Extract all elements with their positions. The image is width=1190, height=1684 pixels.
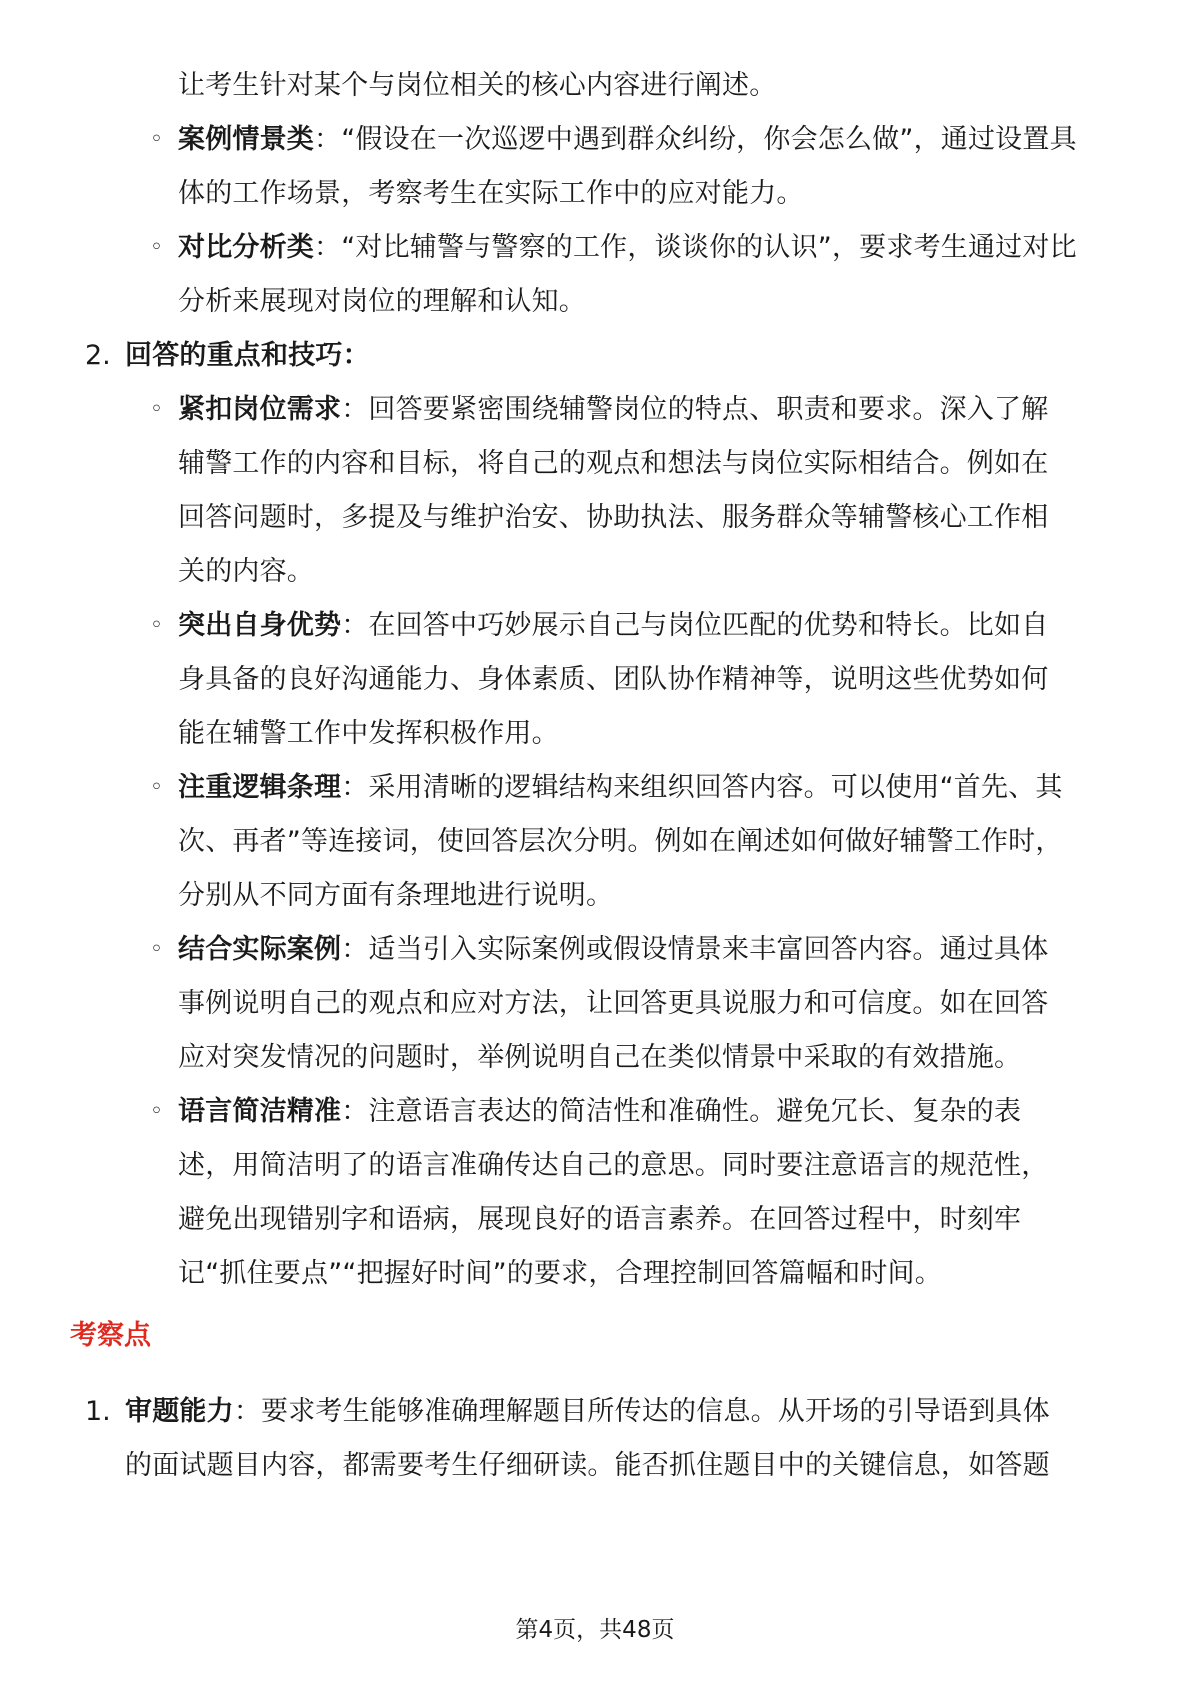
item-term: 突出自身优势 <box>178 610 342 641</box>
list-heading-text: 回答的重点和技巧： <box>125 340 370 371</box>
paragraph-line: 回答问题时，多提及与维护治安、协助执法、服务群众等辅警核心工作相 <box>178 502 1049 533</box>
list-item <box>178 228 1077 268</box>
item-text: ：回答要紧密围绕辅警岗位的特点、职责和要求。深入了解 <box>341 394 1049 425</box>
paragraph-line: 次、再者”等连接词，使回答层次分明。例如在阐述如何做好辅警工作时， <box>178 826 1063 857</box>
bullet-marker: ◦ <box>150 613 163 638</box>
bullet-marker: ◦ <box>150 775 163 800</box>
list-item <box>178 1092 1021 1132</box>
paragraph-line: 让考生针对某个与岗位相关的核心内容进行阐述。 <box>178 70 777 101</box>
item-text: ：采用清晰的逻辑结构来组织回答内容。可以使用“首先、其 <box>341 772 1063 803</box>
item-term: 语言简洁精准 <box>178 1096 342 1127</box>
paragraph-line: 的面试题目内容，都需要考生仔细研读。能否抓住题目中的关键信息，如答题 <box>125 1450 1050 1481</box>
paragraph-line: 体的工作场景，考察考生在实际工作中的应对能力。 <box>178 178 804 209</box>
list-item <box>125 1392 1050 1432</box>
item-text: ：“假设在一次巡逻中遇到群众纠纷，你会怎么做”，通过设置具 <box>314 124 1077 155</box>
item-term: 案例情景类 <box>178 124 314 155</box>
bullet-marker: ◦ <box>150 235 163 260</box>
bullet-marker: ◦ <box>150 397 163 422</box>
list-item <box>178 606 1048 646</box>
list-number: 2. <box>85 340 111 371</box>
paragraph-line: 关的内容。 <box>178 556 314 587</box>
item-term: 结合实际案例 <box>178 934 342 965</box>
section-title: 考察点 <box>70 1320 151 1351</box>
list-item <box>178 768 1063 808</box>
paragraph-line: 述，用简洁明了的语言准确传达自己的意思。同时要注意语言的规范性， <box>178 1150 1049 1181</box>
item-text: ：注意语言表达的简洁性和准确性。避免冗长、复杂的表 <box>341 1096 1022 1127</box>
paragraph-line: 身具备的良好沟通能力、身体素质、团队协作精神等，说明这些优势如何 <box>178 664 1049 695</box>
item-text: ：在回答中巧妙展示自己与岗位匹配的优势和特长。比如自 <box>341 610 1049 641</box>
paragraph-line: 分析来展现对岗位的理解和认知。 <box>178 286 586 317</box>
paragraph-line: 事例说明自己的观点和应对方法，让回答更具说服力和可信度。如在回答 <box>178 988 1049 1019</box>
bullet-marker: ◦ <box>150 1099 163 1124</box>
item-term: 紧扣岗位需求 <box>178 394 342 425</box>
list-item <box>178 390 1048 430</box>
item-text: ：适当引入实际案例或假设情景来丰富回答内容。通过具体 <box>341 934 1049 965</box>
paragraph-line: 辅警工作的内容和目标，将自己的观点和想法与岗位实际相结合。例如在 <box>178 448 1049 479</box>
list-heading <box>125 336 370 376</box>
item-text: ：要求考生能够准确理解题目所传达的信息。从开场的引导语到具体 <box>233 1396 1050 1427</box>
bullet-marker: ◦ <box>150 937 163 962</box>
paragraph-line: 能在辅警工作中发挥积极作用。 <box>178 718 559 749</box>
page-footer: 第4页，共48页 <box>515 1617 675 1643</box>
paragraph-line: 应对突发情况的问题时，举例说明自己在类似情景中采取的有效措施。 <box>178 1042 1022 1073</box>
list-item <box>178 120 1077 160</box>
paragraph-line: 记“抓住要点”“把握好时间”的要求，合理控制回答篇幅和时间。 <box>178 1258 942 1289</box>
item-text: ：“对比辅警与警察的工作，谈谈你的认识”，要求考生通过对比 <box>314 232 1077 263</box>
bullet-marker: ◦ <box>150 127 163 152</box>
list-item <box>178 930 1048 970</box>
paragraph-line: 避免出现错别字和语病，展现良好的语言素养。在回答过程中，时刻牢 <box>178 1204 1022 1235</box>
item-term: 对比分析类 <box>178 232 314 263</box>
list-number: 1. <box>85 1396 111 1427</box>
item-term: 审题能力 <box>125 1396 234 1427</box>
paragraph-line: 分别从不同方面有条理地进行说明。 <box>178 880 614 911</box>
item-term: 注重逻辑条理 <box>178 772 342 803</box>
